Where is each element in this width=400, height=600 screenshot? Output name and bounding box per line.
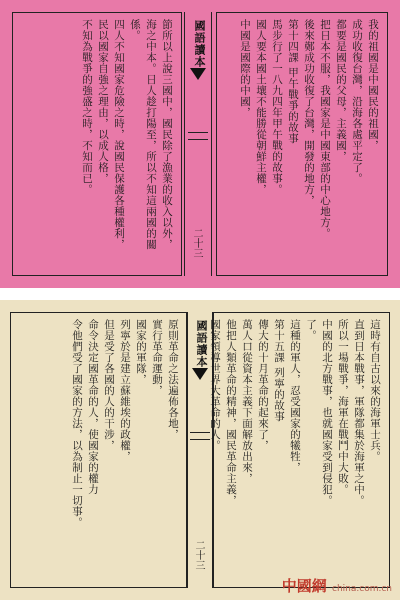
text-column: 節所以上說三國中，國民除了漁業的收入以外， (161, 19, 173, 250)
bottom-right-page (209, 312, 390, 588)
text-column: 都要是國民的父母，主義國， (335, 19, 347, 162)
top-right-text (223, 19, 381, 269)
text-column: 實行革命運動， (151, 319, 163, 396)
text-column: 了。 (305, 319, 317, 341)
text-column: 傳大的十月革命的起來了， (257, 319, 269, 451)
lesson-heading: 第十四課 甲午戰爭的故事 (287, 19, 299, 144)
bottom-gutter-title: 國語讀本 (195, 320, 208, 368)
bottom-book-spread (0, 300, 400, 600)
watermark-text: 中國網 (281, 577, 327, 595)
watermark-logo (282, 575, 392, 596)
text-column: 國家的軍隊， (135, 319, 147, 385)
gutter-divider (188, 132, 208, 140)
top-gutter-strip (184, 12, 212, 276)
text-column: 令他們受了國家的方法，以為制止一切事。 (71, 319, 83, 528)
top-left-text (19, 19, 175, 269)
text-column: 所以一場戰爭，海軍在戰鬥中大敗。 (337, 319, 349, 495)
text-column: 我的祖國是中國民的祖國， (367, 19, 379, 151)
text-column: 列寧於是建立蘇維埃的政權， (119, 319, 131, 462)
text-column: 四人不知國家危險之時，說國民保護各種權利， (113, 19, 125, 250)
text-column: 原則革命之法遍佈各地， (167, 319, 179, 440)
watermark-sub: china.com.cn (332, 584, 392, 594)
text-column: 中國的北方戰事，也就國家受到侵犯。 (321, 319, 333, 506)
bottom-right-text (209, 319, 383, 581)
text-column: 中國是國際的中國， (239, 19, 251, 118)
text-column: 馬步行了一八九四年甲午戰的故事。 (271, 19, 283, 195)
text-column: 命令決定國革命的人，使國家的權力 (87, 319, 99, 495)
text-column: 他把人類革命的精神，國民革命主義， (225, 319, 237, 506)
text-column: 直到日本戰事，軍隊都集於海軍之中。 (353, 319, 365, 506)
text-column: 海之中本。日人趁打陽至，所以不知這兩國的關係。 (129, 19, 157, 250)
text-column: 後來鄭成功收復了台灣，開發的地方， (303, 19, 315, 206)
lesson-heading: 第十五課 列寧的故事 (273, 319, 285, 422)
top-gutter-title: 國語讀本 (193, 20, 206, 68)
text-column: 萬人口從資本主義下面解放出來， (241, 319, 253, 484)
top-left-page (12, 12, 182, 276)
fishtail-mark-icon (190, 68, 206, 80)
text-column: 國家領導世界大革命的人。 (209, 319, 221, 451)
top-book-spread (0, 0, 400, 288)
bottom-page-number: 二十三 (193, 540, 204, 570)
top-page-number: 二十三 (191, 228, 202, 258)
text-column: 國人要本國土壤不能勝從朝鮮主權， (255, 19, 267, 195)
text-column: 民以國家自強之理由，以成人格， (97, 19, 109, 184)
text-column: 把日本不服，我國家是中國東部的中心地方。 (319, 19, 331, 239)
top-right-page (216, 12, 388, 276)
text-column: 這種的軍人，忍受國家的犧牲， (289, 319, 301, 473)
text-column: 成功收復台灣，沿海各處平定了。 (351, 19, 363, 184)
text-column: 但是受了各國的人的干涉， (103, 319, 115, 451)
text-column: 這時有自古以來的海軍士兵。 (369, 319, 381, 462)
bottom-left-text (17, 319, 181, 581)
text-column: 不知為戰爭的強盛之時，不知而已。 (81, 19, 93, 195)
bottom-left-page (10, 312, 188, 588)
fishtail-mark-icon (192, 368, 208, 380)
